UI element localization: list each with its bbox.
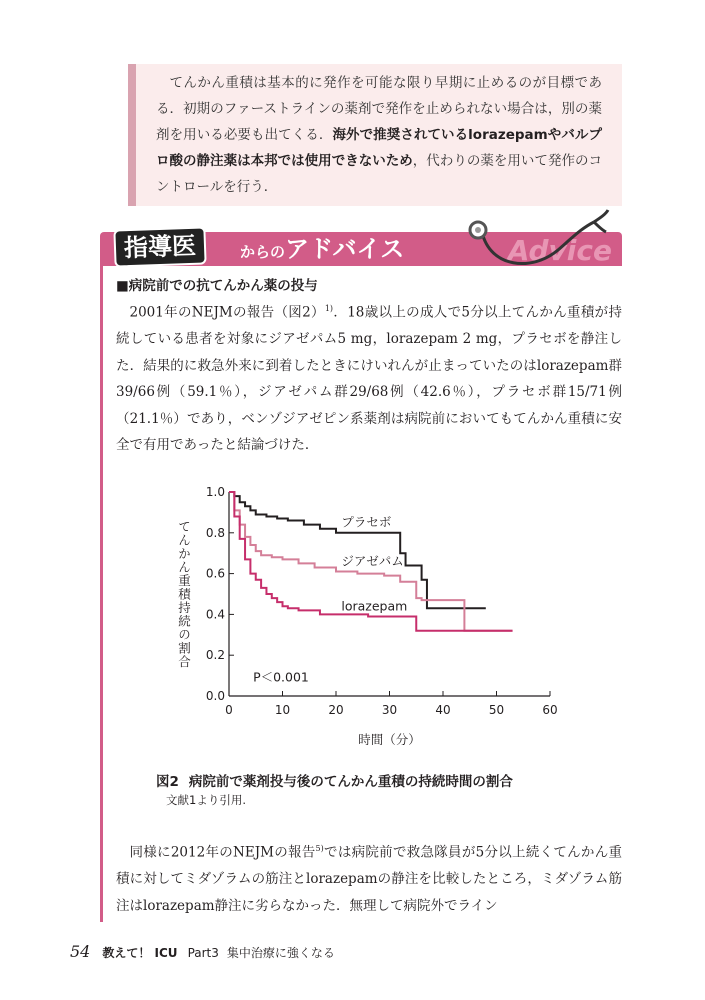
x-tick-label: 0 xyxy=(225,703,233,717)
x-tick-label: 20 xyxy=(328,703,344,717)
section-heading: ■病院前での抗てんかん薬の投与 xyxy=(116,278,318,294)
citation-5: 5) xyxy=(315,844,324,853)
summary-text-bold: 海外で推奨されているlorazepamやバルプロ酸の静注薬は本邦では使用できないため xyxy=(156,127,602,169)
paragraph-2-rest: では病院前で救急隊員が5分以上続くてんかん重積に対してミダゾラムの筋注とlorazepamの静注を比較したところ，ミダゾラム筋注はlorazepam静注に劣らなかった．無理して病院外でライン xyxy=(116,844,622,914)
p-value-annotation: P＜0.001 xyxy=(253,669,309,685)
y-tick-label: 0.2 xyxy=(205,648,225,663)
y-tick-label: 0.4 xyxy=(205,607,225,622)
paragraph-1-rest: ．18歳以上の成人で5分以上てんかん重積が持続している患者を対象にジアゼパム5 mg，lorazepam 2 mg，プラセボを静注した．結果的に救急外来に到着したときにけいれんが止まっていたのはlorazepam群39/66例（59.1％），ジアゼパム群29/68例（42.6％），プラセボ群15/71例（21.1％）であり，ベンゾジアゼピン系薬剤は病院前においてもてんかん重積に安全で有用であったと結論づけた． xyxy=(116,304,622,453)
summary-text-2: ，代わりの薬を用いて発作のコントロールを行う． xyxy=(156,153,602,195)
book-part: Part3 xyxy=(187,946,219,960)
advice-lead: 指導医 xyxy=(113,226,206,267)
y-tick-label: 0.6 xyxy=(205,566,225,581)
x-tick-label: 30 xyxy=(381,703,398,717)
series-label-2: lorazepam xyxy=(341,598,408,614)
summary-text xyxy=(156,70,602,200)
summary-text-1: てんかん重積は基本的に発作を可能な限り早期に止めるのが目標である．初期のファーストラインの薬剤で発作を止められない場合は，別の薬剤を用いる必要も出てくる． xyxy=(156,75,602,143)
paragraph-2 xyxy=(116,836,622,919)
survival-chart xyxy=(170,480,570,750)
stethoscope-icon xyxy=(462,208,612,278)
book-chapter: 集中治療に強くなる xyxy=(226,946,335,960)
x-tick-label: 10 xyxy=(274,703,291,717)
x-tick-label: 40 xyxy=(435,703,451,717)
series-label-1: ジアゼパム xyxy=(341,553,404,569)
paragraph-1 xyxy=(116,296,622,459)
series-label-0: プラセボ xyxy=(341,514,392,530)
y-tick-label: 0.8 xyxy=(205,525,225,540)
advice-watermark: Advice xyxy=(507,234,612,267)
y-axis-title: てんかん重積持続の割合 xyxy=(176,520,192,669)
figure-label: 図2 xyxy=(156,774,179,790)
x-tick-label: 60 xyxy=(542,703,558,717)
x-tick-label: 50 xyxy=(488,703,505,717)
summary-box xyxy=(128,64,622,206)
figure-caption-text: 病院前で薬剤投与後のてんかん重積の持続時間の割合 xyxy=(188,774,513,790)
y-tick-label: 0.0 xyxy=(205,689,225,703)
page-footer xyxy=(70,942,335,961)
figure-source: 文献1より引用. xyxy=(166,793,246,807)
advice-title: アドバイス xyxy=(285,235,405,263)
paragraph-1-start: 2001年のNEJMの報告（図2） xyxy=(129,304,325,321)
advice-particle: からの xyxy=(240,243,286,261)
advice-title-wrap xyxy=(240,232,404,269)
y-tick-label: 1.0 xyxy=(205,485,225,499)
citation-1: 1) xyxy=(324,304,334,313)
x-axis-title: 時間（分） xyxy=(358,732,421,747)
figure-caption xyxy=(156,770,513,790)
summary-box-accent xyxy=(128,64,136,206)
paragraph-2-start: 同様に2012年のNEJMの報告 xyxy=(129,844,316,861)
page-number: 54 xyxy=(70,942,91,961)
book-title: 教えて！ ICU xyxy=(102,946,178,960)
advice-side-rule xyxy=(100,266,103,922)
series-line-0 xyxy=(229,492,486,608)
